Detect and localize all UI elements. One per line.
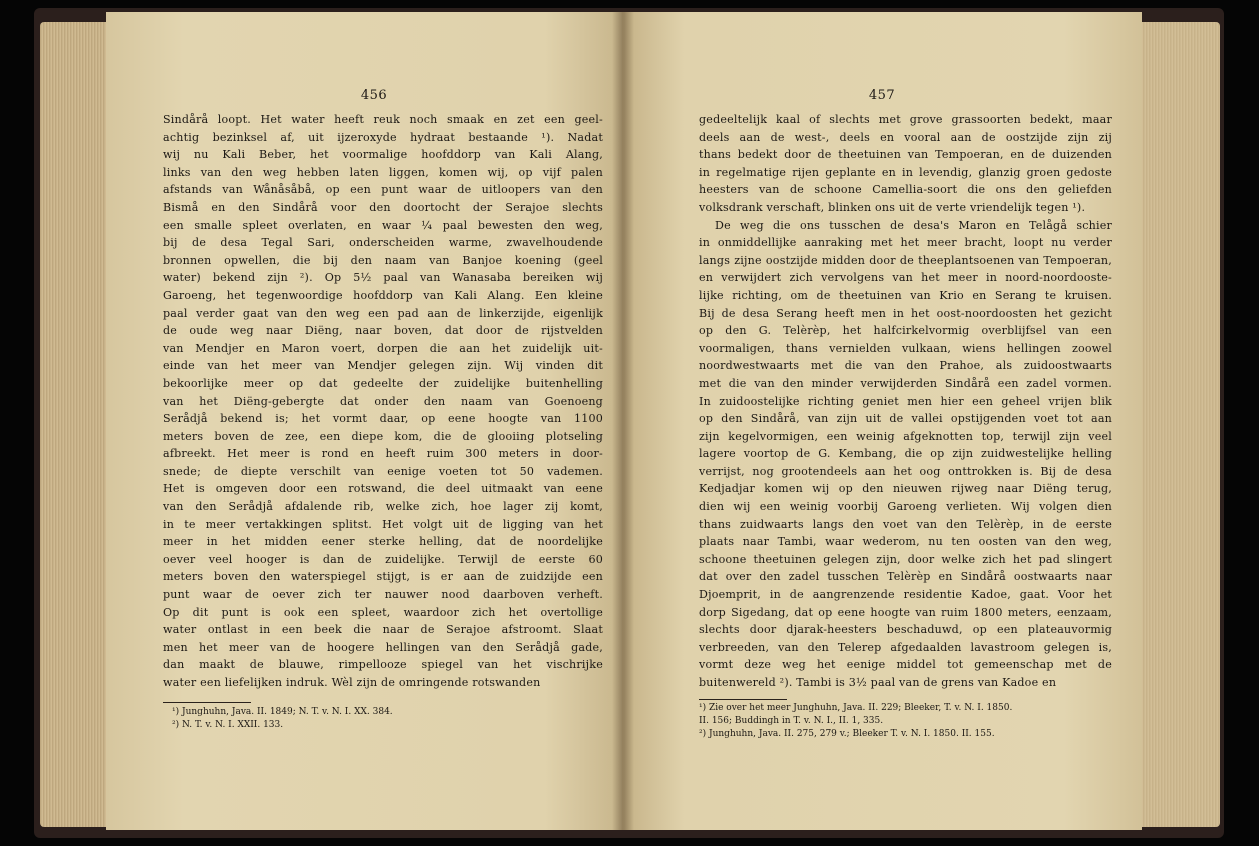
footnote: II. 156; Buddingh in T. v. N. I., II. 1, 335.: [699, 715, 884, 726]
left-page: [106, 12, 622, 830]
footnote: ²) Junghuhn, Java. II. 275, 279 v.; Bleeker T. v. N. I. 1850. II. 155.: [699, 728, 995, 739]
text-line: bronnen opwellen, die bij den naam van Banjoe koening (geel: [163, 253, 603, 267]
text-line: water ontlast in een beek die naar de Serajoe afstroomt. Slaat: [163, 623, 603, 637]
text-line: punt waar de oever zich ter nauwer nood daarboven verheft.: [163, 588, 603, 602]
text-line: in te meer vertakkingen splitst. Het volgt uit de ligging van het: [163, 517, 603, 531]
text-line: in regelmatige rijen geplante en in levendig, glanzig groen gedoste: [699, 165, 1112, 179]
text-line: Serådjå bekend is; het vormt daar, op eene hoogte van 1100: [163, 412, 603, 426]
text-line: afbreekt. Het meer is rond en heeft ruim 300 meters in door-: [163, 447, 603, 461]
page-edges-left: [40, 22, 112, 827]
text-line: bekoorlijke meer op dat gedeelte der zuidelijke buitenhelling: [163, 376, 603, 390]
text-line: op den Sindårå, van zijn uit de vallei opstijgenden voet tot aan: [699, 412, 1112, 426]
text-line: Het is omgeven door een rotswand, die deel uitmaakt van eene: [163, 482, 603, 496]
text-line: dan maakt de blauwe, rimpellooze spiegel van het vischrijke: [163, 658, 603, 672]
text-line: noordwestwaarts met die van den Prahoe, als zuidoostwaarts: [699, 359, 1112, 373]
text-line: meer in het midden eener sterke helling, dat de noordelijke: [163, 535, 603, 549]
text-line: de oude weg naar Diëng, naar boven, dat door de rijstvelden: [163, 324, 603, 338]
text-line: bij de desa Tegal Sari, onderscheiden warme, zwavelhoudende: [163, 236, 603, 250]
text-line: De weg die ons tusschen de desa's Maron en Telågå schier: [715, 218, 1112, 232]
text-line: snede; de diepte verschilt van eenige voeten tot 50 vademen.: [163, 464, 603, 478]
text-line: water) bekend zijn ²). Op 5½ paal van Wanasaba bereiken wij: [163, 271, 603, 285]
body-text: [699, 111, 1112, 692]
text-line: plaats naar Tambi, waar wederom, nu ten oosten van den weg,: [699, 535, 1112, 549]
text-line: thans bedekt door de theetuinen van Tempoeran, en de duizenden: [699, 148, 1112, 162]
text-line: dat over den zadel tusschen Telèrèp en Sindårå oostwaarts naar: [699, 570, 1112, 584]
text-line: schoone theetuinen gelegen zijn, door welke zich het pad slingert: [699, 552, 1112, 566]
text-line: links van den weg hebben laten liggen, komen wij, op vijf palen: [163, 165, 603, 179]
text-line: oever veel hooger is dan de zuidelijke. Terwijl de eerste 60: [163, 552, 603, 566]
text-line: lagere voortop de G. Kembang, die op zijn zuidwestelijke helling: [699, 447, 1112, 461]
text-line: slechts door djarak-heesters beschaduwd, op een plateauvormig: [699, 623, 1112, 637]
text-line: vormt deze weg het eenige middel tot gemeenschap met de: [699, 658, 1112, 672]
text-line: verrijst, nog grootendeels aan het oog onttrokken is. Bij de desa: [699, 464, 1112, 478]
text-line: wij nu Kali Beber, het voormalige hoofddorp van Kali Alang,: [163, 148, 603, 162]
text-line: Sindårå loopt. Het water heeft reuk noch smaak en zet een geel-: [163, 113, 603, 126]
text-line: men het meer van de hoogere hellingen van den Serådjå gade,: [163, 640, 603, 654]
text-line: Kedjadjar komen wij op den nieuwen rijweg naar Diëng terug,: [699, 482, 1112, 496]
footnote: ²) N. T. v. N. I. XXII. 133.: [172, 719, 284, 730]
text-line: van Mendjer en Maron voert, dorpen die aan het zuidelijk uit-: [163, 341, 603, 355]
text-line: water een liefelijken indruk. Wèl zijn de omringende rotswanden: [163, 676, 541, 689]
footnotes: [172, 706, 592, 732]
text-line: Djoemprit, in de aangrenzende residentie Kadoe, gaat. Voor het: [699, 588, 1112, 602]
book-gutter: [612, 12, 634, 830]
text-line: van het Diëng-gebergte dat onder den naam van Goenoeng: [163, 394, 603, 408]
text-line: dorp Sigedang, dat op eene hoogte van ruim 1800 meters, eenzaam,: [699, 605, 1112, 619]
text-line: paal verder gaat van den weg een pad aan de linkerzijde, eigenlijk: [163, 306, 603, 320]
page-number: 457: [868, 88, 896, 103]
page-edges-right: [1140, 22, 1220, 827]
text-line: einde van het meer van Mendjer gelegen zijn. Wij vinden dit: [163, 359, 603, 373]
text-line: heesters van de schoone Camellia-soort die ons den geliefden: [699, 183, 1112, 197]
text-line: In zuidoostelijke richting geniet men hier een geheel vrijen blik: [699, 394, 1112, 408]
text-line: op den G. Telèrèp, het halfcirkelvormig overblijfsel van een: [699, 324, 1112, 338]
text-line: deels aan de west-, deels en vooral aan de oostzijde zijn zij: [699, 130, 1112, 144]
text-line: langs zijne oostzijde midden door de theeplantsoenen van Tempoeran,: [699, 253, 1112, 267]
footnote: ¹) Zie over het meer Junghuhn, Java. II. 229; Bleeker, T. v. N. I. 1850.: [699, 703, 1013, 713]
text-line: Bismå en den Sindårå voor den doortocht der Serajoe slechts: [163, 200, 603, 214]
text-line: zijn kegelvormigen, een weinig afgeknotten top, terwijl zijn veel: [699, 429, 1112, 443]
text-line: buitenwereld ²). Tambi is 3½ paal van de grens van Kadoe en: [699, 676, 1057, 689]
text-line: volksdrank verschaft, blinken ons uit de verte vriendelijk tegen ¹).: [699, 200, 1086, 214]
text-line: Garoeng, het tegenwoordige hoofddorp van Kali Alang. Een kleine: [163, 288, 603, 302]
footnote: ¹) Junghuhn, Java. II. 1849; N. T. v. N. I. XX. 384.: [172, 707, 393, 717]
text-line: in onmiddellijke aanraking met het meer bracht, loopt nu verder: [699, 236, 1112, 250]
footnote-rule: [699, 699, 787, 700]
footnotes: [699, 702, 1112, 740]
text-line: thans zuidwaarts langs den voet van den Telèrèp, in de eerste: [699, 517, 1112, 531]
footnote-rule: [163, 702, 251, 703]
text-line: verbreeden, van den Telerep afgedaalden lavastroom gelegen is,: [699, 640, 1112, 654]
text-line: lijke richting, om de theetuinen van Krio en Serang te kruisen.: [699, 288, 1112, 302]
text-line: achtig bezinksel af, uit ijzeroxyde hydraat bestaande ¹). Nadat: [163, 130, 603, 144]
text-line: Op dit punt is ook een spleet, waardoor zich het overtollige: [163, 605, 603, 619]
text-line: een smalle spleet overlaten, en waar ¼ paal bewesten den weg,: [163, 218, 603, 232]
text-line: voormaligen, thans vernielden vulkaan, wiens hellingen zoowel: [699, 341, 1112, 355]
text-line: van den Serådjå afdalende rib, welke zich, hoe lager zij komt,: [163, 500, 603, 514]
text-line: meters boven de zee, een diepe kom, die de glooiing plotseling: [163, 429, 603, 443]
text-line: afstands van Wånåsåbå, op een punt waar de uitloopers van den: [163, 183, 603, 197]
page-number: 456: [360, 88, 388, 103]
text-line: Bij de desa Serang heeft men in het oost-noordoosten het gezicht: [699, 306, 1112, 320]
right-page: [622, 12, 1142, 830]
text-line: meters boven den waterspiegel stijgt, is er aan de zuidzijde een: [163, 570, 603, 584]
text-line: en verwijdert zich vervolgens van het meer in noord-noordooste-: [699, 271, 1112, 285]
text-line: met die van den minder verwijderden Sindårå een zadel vormen.: [699, 376, 1112, 390]
text-line: dien wij een weinig voorbij Garoeng verlieten. Wij volgen dien: [699, 500, 1112, 514]
body-text: [163, 111, 603, 692]
text-line: gedeeltelijk kaal of slechts met grove grassoorten bedekt, maar: [699, 113, 1112, 126]
